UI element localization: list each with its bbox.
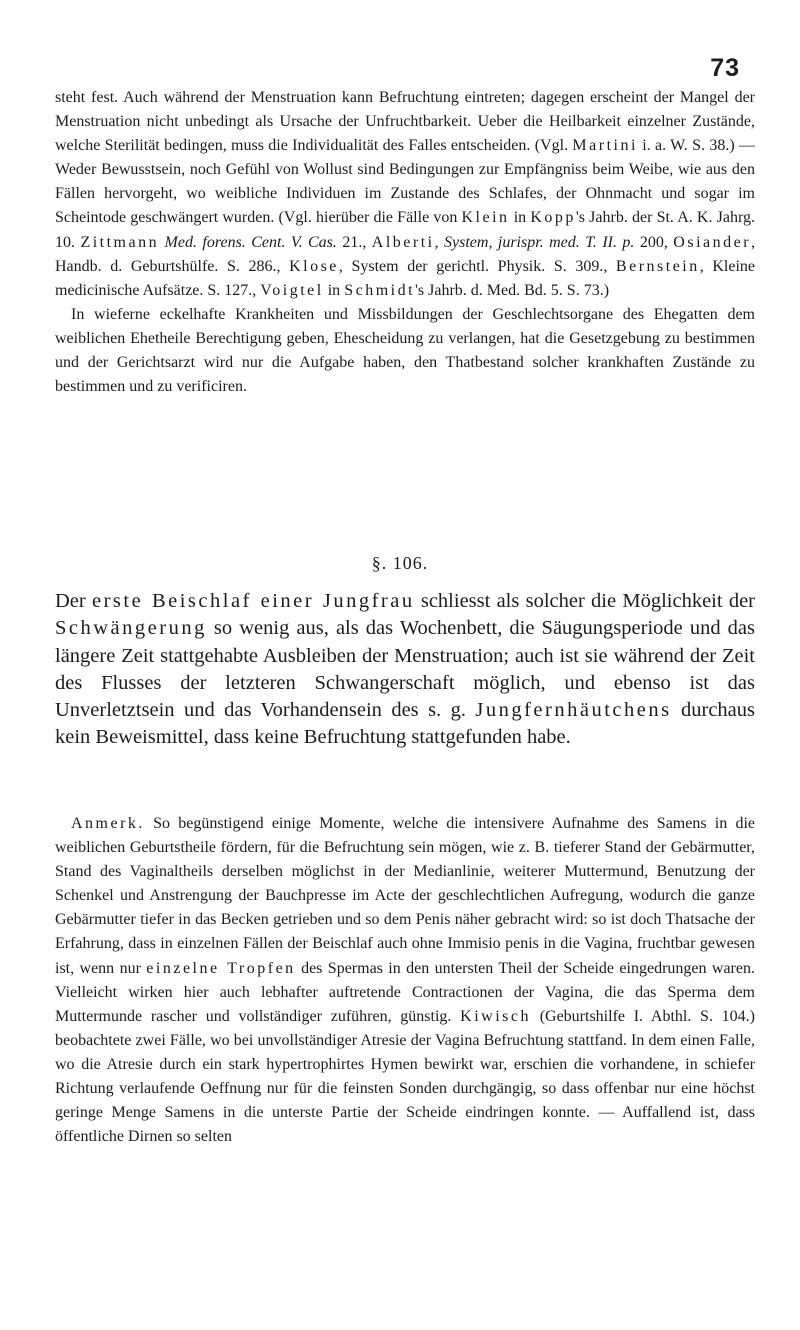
text-run: 21., xyxy=(336,233,372,251)
main-statement xyxy=(55,588,755,752)
text-run: So begünstigend einige Momente, welche die intensivere Aufnahme des Samens in die weiblichen Geburtstheile fördern, für die Befruchtung sein mögen, wie z. B. tieferer Stand der Gebärmutter, Stand des Vaginaltheils derselben möglichst in der Medianlinie, weiterer Muttermund, Benutzung der Schenkel und Anstrengung der Bauchpresse im Acte der geschlechtlichen Aufregung, wodurch die ganze Gebärmutter tiefer in das Becken getrieben und so dem Penis näher gebracht wird: so ist doch Thatsache der Erfahrung, dass in einzelnen Fällen der Beischlaf auch ohne Immisio penis in die Vagina, fruchtbar gewesen ist, wenn nur xyxy=(55,815,755,977)
italic-text: Med. forens. Cent. V. Cas. xyxy=(164,233,337,251)
spaced-name: Osiander xyxy=(673,233,752,251)
spaced-name: Klein xyxy=(461,209,510,227)
spaced-name: Martini xyxy=(572,137,638,155)
text-run: 200, xyxy=(634,233,674,251)
text-run: 's Jahrb. der St. A. K. Jahrg. 10. xyxy=(55,209,755,251)
text-run: in xyxy=(323,281,345,299)
spaced-name: Schmidt xyxy=(344,281,416,299)
text-run: Der xyxy=(55,590,92,612)
paragraph-ehescheidung xyxy=(55,303,755,399)
body-text-top xyxy=(55,86,755,399)
spaced-name: einzelne Tropfen xyxy=(146,959,296,977)
spaced-name: Bernstein xyxy=(615,257,700,275)
paragraph-menstruation xyxy=(55,86,755,303)
section-heading: §. 106. xyxy=(371,553,429,573)
text-run: (Geburtshilfe I. Abthl. S. 104.) beobachtete zwei Fälle, wo bei unvollständiger Atresie der Vagina Befruchtung stattfand. In dem einen Falle, wo die Atresie durch ein stark hypertrophirtes Hymen bewirkt war, erschien die vorhandene, in schiefer Richtung verlaufende Oeffnung nur für die feinsten Sonden durchgängig, so dass offenbar nur eine höchst geringe Menge Samens in die unterste Partie der Scheide eindringen konnte. — Auffallend ist, dass öffentliche Dirnen so selten xyxy=(55,1007,756,1146)
spaced-name: erste Beischlaf einer Jungfrau xyxy=(92,590,415,612)
spaced-name: Schwängerung xyxy=(55,617,207,640)
text-run: 's Jahrb. d. Med. Bd. 5. S. 73.) xyxy=(415,281,610,299)
text-run: , xyxy=(434,233,445,251)
text-run: , Handb. d. Geburtshülfe. S. 286., xyxy=(55,233,756,275)
text-run: schliesst als solcher die Möglichkeit der xyxy=(414,590,755,612)
spaced-name: Alberti xyxy=(371,233,435,251)
annotation-paragraph xyxy=(55,812,755,1149)
spaced-name: Anmerk. xyxy=(71,815,145,832)
spaced-name: Klose xyxy=(289,257,339,275)
text-run: durchaus kein Beweismittel, dass keine Befruchtung stattgefunden habe. xyxy=(55,699,755,749)
spaced-name: Kopp xyxy=(530,209,576,227)
page-number: 73 xyxy=(710,54,740,82)
spaced-name: Kiwisch xyxy=(460,1007,531,1025)
text-run: , System der gerichtl. Physik. S. 309., xyxy=(338,257,616,275)
text-run: des Spermas in den untersten Theil der Scheide eingedrungen waren. Vielleicht wirken hier auch lebhafter auftretende Contractionen der Vagina, die das Sperma dem Muttermunde rascher und vollständiger zuführen, günstig. xyxy=(55,959,755,1025)
spaced-name: Zittmann xyxy=(80,233,160,251)
text-run: , Kleine medicinische Aufsätze. S. 127., xyxy=(55,257,755,299)
text-run: In wieferne eckelhafte Krankheiten und Missbildungen der Geschlechtsorgane des Ehegatten dem weiblichen Ehetheile Berechtigung geben, Ehescheidung zu verlangen, hat die Gesetzgebung zu bestimmen und der Gerichtsarzt wird nur die Aufgabe haben, den Thatbestand solcher krankhaften Zustände zu bestimmen und zu verificiren. xyxy=(55,305,755,396)
italic-text: System, jurispr. med. T. II. p. xyxy=(444,233,635,251)
spaced-name: Jungfernhäutchens xyxy=(475,699,672,722)
annotation-block xyxy=(55,812,755,1149)
main-paragraph xyxy=(55,588,755,752)
text-run: i. a. W. S. 38.) — Weder Bewusstsein, noch Gefühl von Wollust sind Bedingungen zur Empfängniss beim Weibe, wie aus den Fällen hervorgeht, wo weibliche Individuen im Zustande des Schlafes, der Ohnmacht und sogar im Scheintode geschwängert wurden. (Vgl. hierüber die Fälle von xyxy=(55,137,755,227)
spaced-name: Voigtel xyxy=(260,281,324,299)
text-run: in xyxy=(509,209,531,227)
text-run: so wenig aus, als das Wochenbett, die Säugungsperiode und das längere Zeit stattgehabte Ausbleiben der Menstruation; auch ist sie während der Zeit des Flusses der letzteren Schwangerschaft möglich, und ebenso ist das Unverletztsein und das Vorhandensein des s. g. xyxy=(55,617,755,722)
text-run: steht fest. Auch während der Menstruation kann Befruchtung eintreten; dagegen erscheint der Mangel der Menstruation nicht unbedingt als Ursache der Unfruchtbarkeit. Ueber die Heilbarkeit einzelner Zustände, welche Sterilität bedingen, muss die Individualität des Falles entscheiden. (Vgl. xyxy=(55,89,755,155)
